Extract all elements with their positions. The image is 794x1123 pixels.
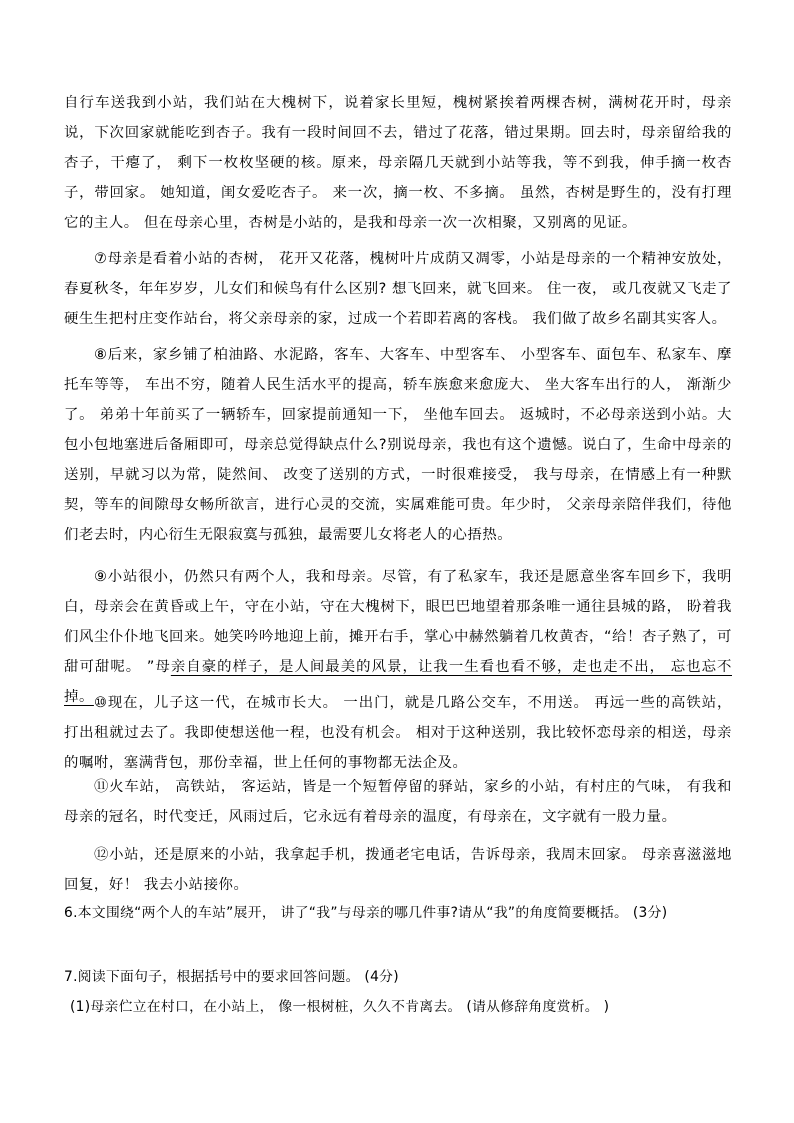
paragraph-9-text: ⑨小站很小，仍然只有两个人，我和母亲。尽管，有了私家车，我还是愿意坐客车回乡下，我明白，母亲会在黄昏或上午，守在小站，守在大槐树下，眼巴巴地望着那条唯一通往县城的路， 盼着我们风尘仆仆地飞回来。她笑吟吟地迎上前，摊开右手，掌心中赫然躺着几枚黄杏，“给！杏子熟了，可甜可甜呢。 ”母	[64, 569, 732, 675]
paragraph-8: ⑧后来，家乡铺了柏油路、水泥路，客车、大客车、中型客车、 小型客车、面包车、私家车、摩托车等等， 车出不穷，随着人民生活水平的提高，轿车族愈来愈庞大、 坐大客车出行的人， 渐渐少了。 弟弟十年前买了一辆轿车，回家提前通知一下， 坐他车回去。 返城时，不必母亲送到小站。大包小包地塞进后备厢即可，母亲总觉得缺点什么?别说母亲，我也有这个遗憾。说白了，生命中母亲的送别，早就习以为常，陡然间、 改变了送别的方式，一时很难接受， 我与母亲，在情感上有一种默契，等车的间隙母女畅所欲言，进行心灵的交流，实属难能可贵。年少时， 父亲母亲陪伴我们，待他们老去时，内心衍生无限寂寞与孤独，最需要儿女将老人的心捂热。	[64, 347, 732, 543]
paragraph-6-continued: 自行车送我到小站，我们站在大槐树下，说着家长里短，槐树紧挨着两棵杏树，满树花开时，母亲说，下次回家就能吃到杏子。我有一段时间回不去，错过了花落，错过果期。回去时，母亲留给我的杏子，干瘪了， 剩下一枚枚坚硬的核。原来，母亲隔几天就到小站等我，等不到我，伸手摘一枚杏子，带回家。 她知道，闺女爱吃杏子。 来一次，摘一枚、不多摘。 虽然，杏树是野生的，没有打理它的主人。 但在母亲心里，杏树是小站的，是我和母亲一次一次相聚，又别离的见证。	[64, 95, 732, 231]
question-7: 7.阅读下面句子，根据括号中的要求回答问题。 (4分)	[64, 969, 399, 985]
paragraph-9-underlined-sentence: 亲自豪的样子，是人间最美的风景，让我一生看也看不够，走也走不出， 忘也忘不掉。	[64, 659, 732, 705]
question-6: 6.本文围绕“两个人的车站”展开， 讲了“我”与母亲的哪几件事?请从“我”的角度简要概括。 (3分)	[64, 905, 668, 921]
paragraph-11: ⑪火车站， 高铁站， 客运站，皆是一个短暂停留的驿站，家乡的小站，有村庄的气味， 有我和母亲的冠名，时代变迁，风雨过后，它永远有着母亲的温度，有母亲在，文字就有一股力量。	[64, 779, 732, 825]
paragraph-7: ⑦母亲是看着小站的杏树， 花开又花落，槐树叶片成荫又凋零，小站是母亲的一个精神安放处， 春夏秋冬，年年岁岁，儿女们和候鸟有什么区别? 想飞回来，就飞回来。 住一夜， 或几夜就又飞走了硬生生把村庄变作站台，将父亲母亲的家，过成一个若即若离的客栈。 我们做了故乡名副其实客人。	[64, 251, 732, 327]
question-7-item-1: (1)母亲伫立在村口，在小站上， 像一根树桩，久久不肯离去。 (请从修辞角度赏析。 )	[70, 999, 610, 1015]
paragraph-10: ⑩现在，儿子这一代，在城市长大。 一出门，就是几路公交车，不用送。 再远一些的高铁站， 打出租就过去了。我即使想送他一程，也没有机会。 相对于这种送别，我比较怀恋母亲的相送，母亲的嘱咐，塞满背包，那份幸福，世上任何的事物都无法企及。	[64, 695, 732, 771]
paragraph-12: ⑫小站，还是原来的小站，我拿起手机，拨通老宅电话，告诉母亲，我周末回家。 母亲喜滋滋地回复，好！ 我去小站接你。	[64, 847, 732, 893]
